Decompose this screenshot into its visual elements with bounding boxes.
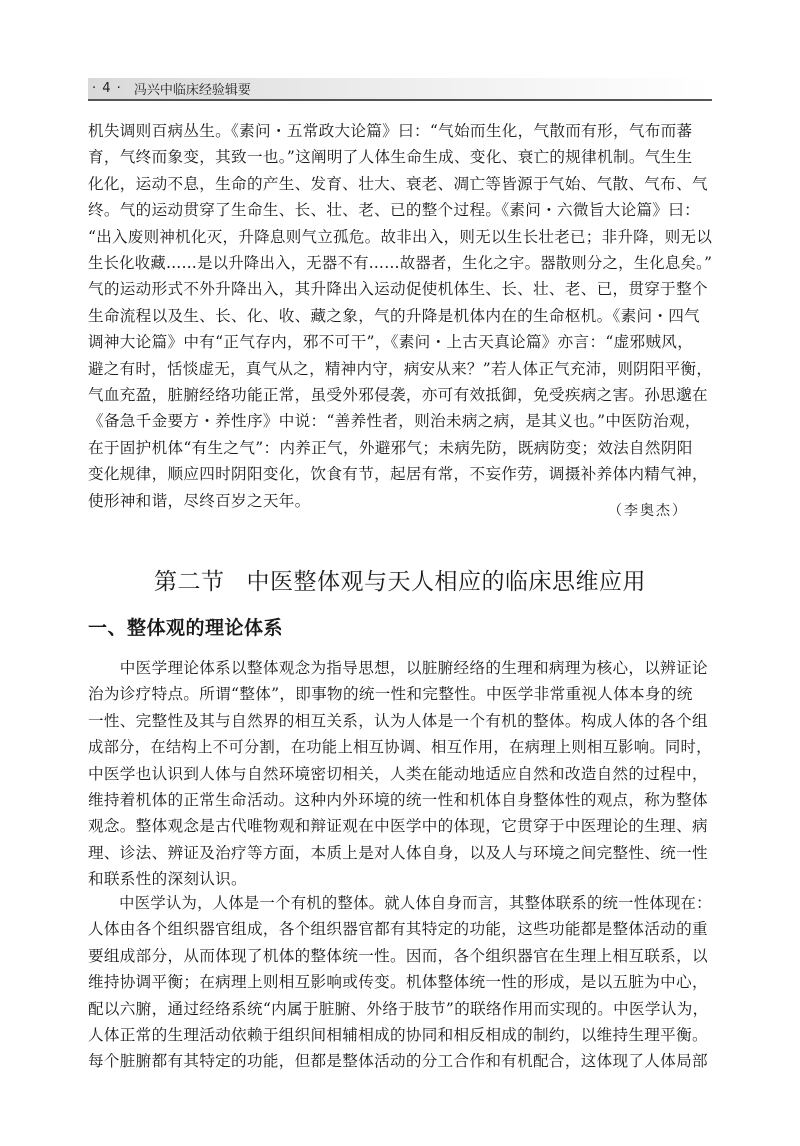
text-line: 理、诊法、辨证及治疗等方面，本质上是对人体自身，以及人与环境之间完整性、统一性 [88, 843, 708, 862]
text-line: 中医学认为，人体是一个有机的整体。就人体自身而言，其整体联系的统一性体现在： [88, 894, 712, 912]
text-line: 要组成部分，从而体现了机体的整体统一性。因而，各个组织器官在生理上相互联系，以 [88, 946, 708, 965]
text-line: 化化，运动不息，生命的产生、发育、壮大、衰老、凋亡等皆源于气始、气散、气布、气 [88, 174, 708, 193]
text-line: 中医学理论体系以整体观念为指导思想，以脏腑经络的生理和病理为核心，以辨证论 [88, 659, 708, 677]
text-line: 维持着机体的正常生命活动。这种内外环境的统一性和机体自身整体性的观点，称为整体 [88, 791, 708, 810]
section-heading [0, 563, 800, 596]
text-line: 和联系性的深刻认识。 [88, 870, 247, 889]
text-line: 维持协调平衡；在病理上则相互影响或传变。机体整体统一性的形成，是以五脏为中心， [88, 973, 708, 992]
text-line: 使形神和谐，尽终百岁之天年。 [88, 491, 311, 510]
text-line: 变化规律，顺应四时阴阳变化，饮食有节，起居有常，不妄作劳，调摄补养体内精气神， [88, 465, 708, 484]
text-line: 观念。整体观念是古代唯物观和辩证观在中医学中的体现，它贯穿于中医理论的生理、病 [88, 817, 708, 836]
text-line: 在于固护机体“有生之气”：内养正气，外避邪气；未病先防，既病防变；效法自然阴阳 [88, 438, 693, 457]
section-number: 第二节 [154, 569, 225, 595]
text-line: 一性、完整性及其与自然界的相互关系，认为人体是一个有机的整体。构成人体的各个组 [88, 711, 708, 730]
author-attribution: （李奥杰） [608, 503, 688, 519]
text-line: 《备急千金要方・养性序》中说：“善养性者，则治未病之病，是其义也。”中医防治观， [88, 412, 701, 431]
text-line: 机失调则百病丛生。《素问・五常政大论篇》曰：“气始而生化，气散而有形，气布而蕃 [88, 122, 693, 140]
text-line: 终。气的运动贯穿了生命生、长、壮、老、已的整个过程。《素问・六微旨大论篇》曰： [88, 201, 701, 220]
text-line: 气血充盈，脏腑经络功能正常，虽受外邪侵袭，亦可有效抵御，免受疾病之害。孙思邈在 [88, 386, 708, 405]
text-line: 调神大论篇》中有“正气存内，邪不可干”，《素问・上古天真论篇》亦言：“虚邪贼风， [88, 333, 694, 352]
text-line: 成部分，在结构上不可分割，在功能上相互协调、相互作用，在病理上则相互影响。同时， [88, 738, 712, 757]
text-line: 育，气终而象变，其致一也。”这阐明了人体生命生成、变化、衰亡的规律机制。气生生 [88, 148, 693, 167]
text-line: “出入废则神机化灭，升降息则气立孤危。故非出入，则无以生长壮老已；非升降，则无以 [88, 227, 713, 246]
text-line: 生长化收藏……是以升降出入，无器不有……故器者，生化之宇。器散则分之，生化息矣。” [88, 254, 713, 273]
subsection-heading: 一、整体观的理论体系 [88, 617, 284, 639]
text-line: 人体正常的生理活动依赖于组织间相辅相成的协同和相反相成的制约，以维持生理平衡。 [88, 1026, 708, 1045]
running-header [88, 78, 712, 101]
text-line: 生命流程以及生、长、化、收、藏之象，气的升降是机体内在的生命枢机。《素问・四气 [88, 306, 701, 325]
page-number: · 4 · [92, 81, 122, 96]
paragraph-qi-movement [88, 118, 712, 514]
text-line: 治为诊疗特点。所谓“整体”，即事物的统一性和完整性。中医学非常重视人体本身的统 [88, 685, 693, 704]
text-line: 每个脏腑都有其特定的功能，但都是整体活动的分工合作和有机配合，这体现了人体局部 [88, 1052, 708, 1071]
text-line: 气的运动形式不外升降出入，其升降出入运动促使机体生、长、壮、老、已，贯穿于整个 [88, 280, 708, 299]
paragraph-organic-whole [88, 890, 712, 1075]
text-line: 中医学也认识到人体与自然环境密切相关，人类在能动地适应自然和改造自然的过程中， [88, 764, 708, 783]
paragraph-holism-theory [88, 655, 712, 893]
text-line: 配以六腑，通过经络系统“内属于脏腑、外络于肢节”的联络作用而实现的。中医学认为， [88, 999, 709, 1018]
section-title: 中医整体观与天人相应的临床思维应用 [246, 569, 646, 595]
text-line: 人体由各个组织器官组成，各个组织器官都有其特定的功能，这些功能都是整体活动的重 [88, 920, 708, 939]
book-title: 冯兴中临床经验辑要 [133, 83, 251, 98]
text-line: 避之有时，恬惔虚无，真气从之，精神内守，病安从来？”若人体正气充沛，则阴阳平衡， [88, 359, 713, 378]
